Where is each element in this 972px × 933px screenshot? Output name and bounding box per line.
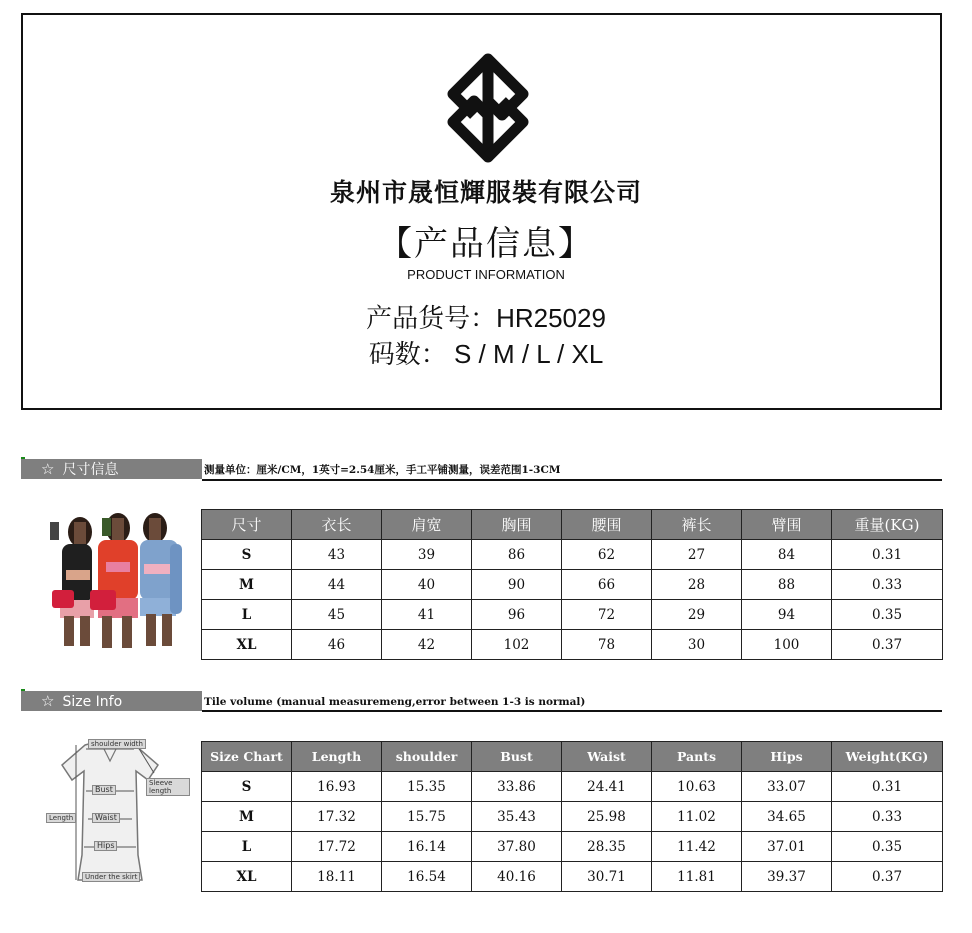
table-cell: 30.71 — [562, 862, 652, 892]
table-row — [202, 772, 943, 802]
size-cell: L — [202, 600, 292, 630]
label-shoulder-width: shoulder width — [88, 739, 146, 749]
table-cell: 37.80 — [472, 832, 562, 862]
table-row — [202, 832, 943, 862]
header-cell: 腰围 — [562, 510, 652, 540]
table-cell: 78 — [562, 630, 652, 660]
table-cell: 40.16 — [472, 862, 562, 892]
size-info-cn-title: 尺寸信息 — [62, 462, 119, 478]
table-cell: 39 — [382, 540, 472, 570]
table-cell: 72 — [562, 600, 652, 630]
table-cell: 42 — [382, 630, 472, 660]
table-row — [202, 802, 943, 832]
table-cell: 0.31 — [832, 540, 943, 570]
table-cell: 34.65 — [742, 802, 832, 832]
size-cell: XL — [202, 862, 292, 892]
table-cell: 11.81 — [652, 862, 742, 892]
size-info-cn-tab — [21, 459, 202, 479]
table-cell: 10.63 — [652, 772, 742, 802]
table-cell: 40 — [382, 570, 472, 600]
table-cell: 24.41 — [562, 772, 652, 802]
product-code-label: 产品货号： — [366, 303, 497, 333]
table-cell: 0.33 — [832, 570, 943, 600]
table-cell: 0.35 — [832, 600, 943, 630]
table-cell: 100 — [742, 630, 832, 660]
header-cell: Length — [292, 742, 382, 772]
table-cell: 0.31 — [832, 772, 943, 802]
table-cell: 39.37 — [742, 862, 832, 892]
header-cell: 尺寸 — [202, 510, 292, 540]
company-name: 泉州市晟恒輝服裝有限公司 — [329, 178, 642, 207]
table-cell: 29 — [652, 600, 742, 630]
table-row — [202, 862, 943, 892]
table-header-row — [202, 510, 943, 540]
table-cell: 28.35 — [562, 832, 652, 862]
sizes-label: 码数： — [368, 339, 447, 369]
table-cell: 44 — [292, 570, 382, 600]
table-cell: 33.86 — [472, 772, 562, 802]
divider-line — [202, 710, 942, 712]
size-cell: S — [202, 540, 292, 570]
table-cell: 30 — [652, 630, 742, 660]
header-cell: 肩宽 — [382, 510, 472, 540]
header-cell: Bust — [472, 742, 562, 772]
table-cell: 0.37 — [832, 862, 943, 892]
product-code-value: HR25029 — [496, 303, 606, 333]
models-photo — [40, 510, 190, 652]
table-cell: 16.14 — [382, 832, 472, 862]
section-title-cn: 【产品信息】 — [378, 224, 594, 264]
measurement-note-en: Tile volume (manual measuremeng,error between 1-3 is normal) — [204, 696, 586, 708]
table-cell: 86 — [472, 540, 562, 570]
table-row — [202, 630, 943, 660]
table-cell: 16.93 — [292, 772, 382, 802]
table-cell: 41 — [382, 600, 472, 630]
header-cell: Hips — [742, 742, 832, 772]
table-cell: 43 — [292, 540, 382, 570]
table-cell: 96 — [472, 600, 562, 630]
header-cell: 臂围 — [742, 510, 832, 540]
table-cell: 15.35 — [382, 772, 472, 802]
table-cell: 17.72 — [292, 832, 382, 862]
dress-measurement-diagram — [30, 735, 190, 887]
size-cell: XL — [202, 630, 292, 660]
table-cell: 90 — [472, 570, 562, 600]
table-cell: 11.02 — [652, 802, 742, 832]
table-cell: 102 — [472, 630, 562, 660]
product-code-line — [0, 298, 972, 335]
table-cell: 66 — [562, 570, 652, 600]
table-cell: 25.98 — [562, 802, 652, 832]
table-cell: 33.07 — [742, 772, 832, 802]
table-cell: 11.42 — [652, 832, 742, 862]
table-cell: 45 — [292, 600, 382, 630]
header-cell: 重量(KG) — [832, 510, 943, 540]
table-cell: 15.75 — [382, 802, 472, 832]
label-sleeve-length: Sleeve length — [146, 778, 190, 796]
label-length: Length — [46, 813, 76, 823]
measurement-note-cn: 测量单位：厘米/CM，1英寸=2.54厘米，手工平铺测量，误差范围1-3CM — [204, 464, 561, 476]
table-row — [202, 600, 943, 630]
company-logo — [444, 52, 532, 164]
table-header-row — [202, 742, 943, 772]
sizes-line — [0, 334, 972, 371]
size-info-en-tab — [21, 691, 202, 711]
label-bust: Bust — [92, 785, 116, 795]
section-title-en: PRODUCT INFORMATION — [407, 267, 565, 282]
header-cell: Size Chart — [202, 742, 292, 772]
table-cell: 46 — [292, 630, 382, 660]
label-under-skirt: Under the skirt — [82, 872, 140, 882]
table-cell: 0.33 — [832, 802, 943, 832]
star-icon: ☆ — [41, 692, 55, 710]
table-cell: 0.35 — [832, 832, 943, 862]
size-table-en — [201, 741, 943, 892]
size-cell: M — [202, 802, 292, 832]
table-cell: 62 — [562, 540, 652, 570]
size-cell: S — [202, 772, 292, 802]
table-cell: 84 — [742, 540, 832, 570]
size-cell: L — [202, 832, 292, 862]
header-cell: shoulder — [382, 742, 472, 772]
table-cell: 37.01 — [742, 832, 832, 862]
table-cell: 28 — [652, 570, 742, 600]
table-cell: 0.37 — [832, 630, 943, 660]
table-cell: 18.11 — [292, 862, 382, 892]
size-cell: M — [202, 570, 292, 600]
table-cell: 16.54 — [382, 862, 472, 892]
table-row — [202, 540, 943, 570]
table-row — [202, 570, 943, 600]
table-cell: 27 — [652, 540, 742, 570]
sizes-value: S / M / L / XL — [453, 339, 604, 369]
header-cell: 衣长 — [292, 510, 382, 540]
table-cell: 94 — [742, 600, 832, 630]
label-hips: Hips — [94, 841, 117, 851]
header-cell: Waist — [562, 742, 652, 772]
table-cell: 88 — [742, 570, 832, 600]
table-cell: 35.43 — [472, 802, 562, 832]
table-cell: 17.32 — [292, 802, 382, 832]
star-icon: ☆ — [41, 460, 55, 478]
header-cell: Weight(KG) — [832, 742, 943, 772]
header-cell: 胸围 — [472, 510, 562, 540]
label-waist: Waist — [92, 813, 120, 823]
divider-line — [202, 479, 942, 481]
header-cell: Pants — [652, 742, 742, 772]
size-table-cn — [201, 509, 943, 660]
header-cell: 裤长 — [652, 510, 742, 540]
size-info-en-title: Size Info — [62, 694, 123, 710]
